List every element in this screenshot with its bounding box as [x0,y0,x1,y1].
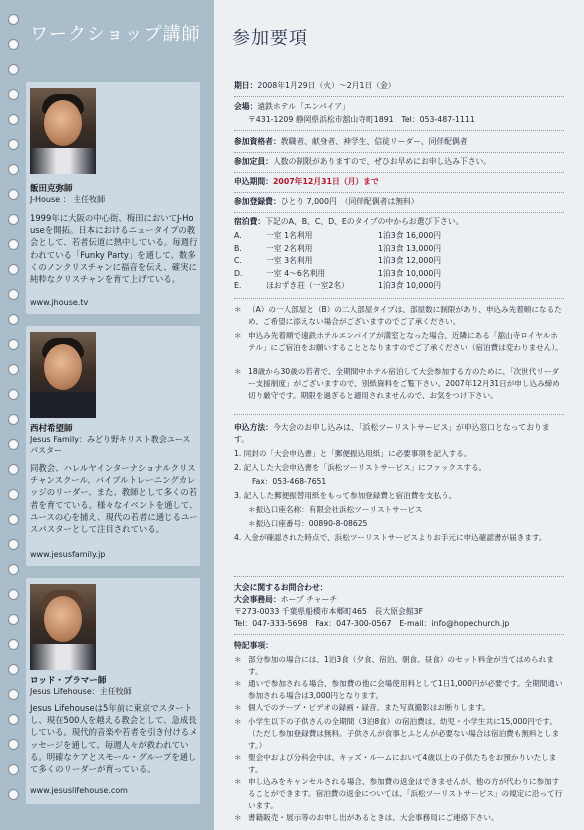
date-row: 期日：2008年1月29日（火）～2月1日（金） [234,81,396,90]
binding-ring [8,164,19,175]
binding-ring [8,639,19,650]
flyer-page: ワークショップ講師 参加要項 飯田克弥師 J-House ： 主任牧師 1999年に大阪の中心街、梅田においてJ-Houseを開拓。日本におけるニュータイプの教会として、若者伝道に熱中している。毎週行われている「Funky Party」を通して、数多くのノンクリスチャンに福音を伝え、確実に純粋なクリスチャンを育て上げている。 www.jhouse.tv 西村希望師 Jesus Family：みどり野キリスト教会ユースパスター 同教会、ハレルヤインターナショナルクリスチャンスクール、バイブルトレーニングカレッジのリーダー、また、教師として多くの若者を育てている。様々なイベントを通して、ユースの心を捕え、現代の若者に通じるユースパスターとして注目されている。 www.jesusfamily.jp ロッド・プラマー師 Jesus Lifehouse：主任牧師 Jesus Lifehouseは5年前に東京でスタートし、現在500人を越える教会として、急成長している。現代的音楽や若者を引き付けるメッセージを通して、毎週人々が救われている。明確なケアとスモール・グループを通して多くのリーダーが育っている。 www.jesuslifehouse.com 期日：2008年1月29日（火）～2月1日（金） 会場：遠鉄ホテル「エンパイア」 〒431-1209 静岡県浜松市舘山寺町1891 Tel：053-487-1111 参加資格者：教職者、献身者、神学生、信徒リーダー、同伴配偶者 参加定員：人数の制限がありますので、ぜひお早めにお申し込み下さい。 申込期間：2007年12月31日（月）まで 参加登録費：ひとり 7,000円 （同伴配偶者は無料） 宿泊費：下記のA、B、C、D、Eのタイプの中からお選び下さい。 A. 一室 1名利用 1泊3食 16,000円 B. 一室 2名利用 1泊3食 13,000円 C. 一室 3名利用 1泊3食 12,000円 D. 一室 4～6名利用 1泊3食 10,000円 E. ほおずき荘（一室2名） 1泊3食 10,000円 ＊ （A）の一人部屋と（B）の二人部屋タイプは、部屋数に制限があり、申込み先着順になるため、ご希望に添えない場合がございますのでご了承ください。 ＊ 申込み先着順で遠鉄ホテルエンパイアが満室となった場合、近隣にある「舘山寺ロイヤルホテル」にご宿泊をお願いすることとなりますのでご了承ください（宿泊費は変わりません）。 ＊ 18歳から30歳の若者で、全期間中ホテル宿泊して大会参加する方のために、「次世代リーダー支援制度」がございますので、別紙資料をご覧下さい。2007年12月31日が申し込み締め切り厳守です。期限を過ぎると適用されませんので、お気をつけ下さい。 申込方法：今大会のお申し込みは、「浜松ツーリストサービス」が申込窓口となっております。 1. 同封の「大会申込書」と「郵便振込用紙」に必要事項を記入する。 2. 記入した大会申込書を「浜松ツーリストサービス」にファックスする。 Fax：053-468-7651 3. 記入した郵便振替用紙をもって参加登録費と宿泊費を支払う。 ＊振込口座名称：有限会社浜松ツーリストサービス ＊振込口座番号：00890-8-08625 4. 入金が確認された時点で、浜松ツーリストサービスよりお手元に申込確認書が届きます。 大会に関するお問合わせ： 大会事務局：ホープ チャーチ 〒273-0033 千葉県船橋市本郷町465 長大原会館3F Tel：047-333-5698 Fax：047-300-0567 E-mail：info@hopechurch.jp 特記事項： ＊ 部分参加の場合には、1泊3食（夕食、宿泊、朝食、昼食）のセット料金が当てはめられます。 ＊ 通いで参加される場合、参加費の他に会場使用料として1日1,000円が必要です。全期間通い参加される場合は3,000円となります。 ＊ 個人でのテープ・ビデオの録画・録音、また写真撮影はお断りします。 ＊ 小学生以下の子供さんの全期間（3泊8食）の宿泊費は、幼児・小学生共に15,000円です。（ただし参加登録費は無料。子供さんが食事とふとんが必要ない場合は宿泊費も無料とします。） ＊ 聖会中および分科会中は、キッズ・ルームにおいて4歳以上の子供たちをお預かりいたします。 ＊ 申し込みをキャンセルされる場合、参加費の返金はできませんが、他の方が代わりに参加することができます。宿泊費の返金については、「浜松ツーリストサービス」の規定に沿って行います。 ＊ 書籍販売・展示等のお申し出があるときは、大会事務局にご連絡下さい。 [0,0,584,830]
spiral-binding [8,14,22,814]
lodging-room: ほおずき荘（一室2名） [266,281,349,291]
binding-ring [8,64,19,75]
speaker-url-2[interactable]: www.jesusfamily.jp [30,550,106,559]
apply-step: 3. 記入した郵便振替用紙をもって参加登録費と宿泊費を支払う。 [234,491,457,500]
speaker-org-2: Jesus Family：みどり野キリスト教会ユースパスター [30,435,191,455]
binding-ring [8,214,19,225]
lodging-type: D. [234,268,243,278]
binding-ring [8,414,19,425]
lodging-room: 一室 2名利用 [266,243,313,253]
speaker-bio-2: 同教会、ハレルヤインターナショナルクリスチャンスクール、バイブルトレーニングカレッジのリーダー、また、教師として多くの若者を育てている。様々なイベントを通して、ユースの心を捕え、現代の若者に通じるユースパスターとして注目されている。 [30,463,198,535]
binding-ring [8,589,19,600]
lodging-option [234,255,554,267]
lodging-option [234,268,554,280]
binding-ring [8,389,19,400]
speaker-org-1: J-House ： 主任牧師 [30,195,106,204]
binding-ring [8,514,19,525]
apply-step: ＊振込口座名称：有限会社浜松ツーリストサービス [248,505,423,514]
apply-step: ＊振込口座番号：00890-8-08625 [248,519,368,528]
speaker-card-3 [26,578,200,804]
speaker-org-3: Jesus Lifehouse：主任牧師 [30,687,132,696]
binding-ring [8,364,19,375]
venue-address: 〒431-1209 静岡県浜松市舘山寺町1891 Tel：053-487-1111 [248,115,475,124]
lodging-row: 宿泊費：下記のA、B、C、D、Eのタイプの中からお選び下さい。 [234,217,464,226]
lodging-type: E. [234,281,242,291]
contact-title: 大会に関するお問合わせ： [234,583,328,592]
lodging-price: 1泊3食 10,000円 [378,268,442,278]
deadline-row: 申込期間：2007年12月31日（月）まで [234,177,379,186]
binding-ring [8,489,19,500]
lodging-room: 一室 3名利用 [266,256,313,266]
apply-step: 1. 同封の「大会申込書」と「郵便振込用紙」に必要事項を記入する。 [234,449,472,458]
speaker-photo-3 [30,584,96,670]
lodging-type: B. [234,243,242,253]
speaker-name-1: 飯田克弥師 [30,184,73,194]
binding-ring [8,264,19,275]
speaker-card-1 [26,82,200,314]
binding-ring [8,739,19,750]
speakers-title: ワークショップ講師 [30,24,201,45]
binding-ring [8,314,19,325]
binding-ring [8,789,19,800]
binding-ring [8,39,19,50]
special-title: 特記事項： [234,641,273,650]
info-title: 参加要項 [232,28,308,49]
speaker-photo-1 [30,88,96,174]
lodging-price: 1泊3食 10,000円 [378,281,442,291]
lodging-price: 1泊3食 12,000円 [378,256,442,266]
speaker-name-2: 西村希望師 [30,424,73,434]
speaker-card-2 [26,326,200,566]
speaker-bio-3: Jesus Lifehouseは5年前に東京でスタートし、現在500人を越える教会として、急成長している。現代的音楽や若者を引き付けるメッセージを通して、毎週人々が救われている。明確なケアとスモール・グループを通して多くのリーダーが育っている。 [30,703,198,775]
lodging-price: 1泊3食 16,000円 [378,231,442,240]
lodging-option [234,280,554,292]
binding-ring [8,764,19,775]
speaker-url-1[interactable]: www.jhouse.tv [30,298,89,307]
contact-phone[interactable]: Tel：047-333-5698 Fax：047-300-0567 E-mail：info@hopechurch.jp [234,619,510,628]
qualification-row: 参加資格者：教職者、献身者、神学生、信徒リーダー、同伴配偶者 [234,137,468,146]
lodging-option [234,230,554,242]
apply-step: 4. 入金が確認された時点で、浜松ツーリストサービスよりお手元に申込確認書が届きます。 [234,533,547,542]
lodging-room: 一室 1名利用 [266,231,313,240]
speaker-bio-1: 1999年に大阪の中心街、梅田においてJ-Houseを開拓。日本におけるニュータイプの教会として、若者伝道に熱中している。毎週行われている「Funky Party」を通して、数多くのノンクリスチャンに福音を伝え、確実に純粋なクリスチャンを育て上げている。 [30,213,198,285]
capacity-row: 参加定員：人数の制限がありますので、ぜひお早めにお申し込み下さい。 [234,157,492,166]
lodging-type: C. [234,256,242,266]
binding-ring [8,564,19,575]
fee-row: 参加登録費：ひとり 7,000円 （同伴配偶者は無料） [234,197,419,206]
binding-ring [8,139,19,150]
apply-step: 2. 記入した大会申込書を「浜松ツーリストサービス」にファックスする。 [234,463,487,472]
binding-ring [8,689,19,700]
lodging-option [234,243,554,255]
binding-ring [8,714,19,725]
venue-row: 会場：遠鉄ホテル「エンパイア」 [234,102,350,111]
binding-ring [8,289,19,300]
binding-ring [8,614,19,625]
apply-step: Fax：053-468-7651 [252,477,327,486]
contact-office: 大会事務局：ホープ チャーチ [234,595,338,604]
binding-ring [8,239,19,250]
binding-ring [8,464,19,475]
lodging-type: A. [234,231,242,240]
contact-address: 〒273-0033 千葉県船橋市本郷町465 長大原会館3F [234,607,424,616]
speaker-url-3[interactable]: www.jesuslifehouse.com [30,786,128,795]
binding-ring [8,439,19,450]
binding-ring [8,89,19,100]
speaker-name-3: ロッド・プラマー師 [30,676,107,686]
lodging-table [234,230,554,294]
binding-ring [8,339,19,350]
binding-ring [8,539,19,550]
binding-ring [8,189,19,200]
binding-ring [8,114,19,125]
lodging-room: 一室 4～6名利用 [266,268,326,278]
apply-row: 申込方法：今大会のお申し込みは、「浜松ツーリストサービス」が申込窓口となっております。 [234,423,550,445]
binding-ring [8,664,19,675]
binding-ring [8,14,19,25]
speaker-photo-2 [30,332,96,418]
lodging-price: 1泊3食 13,000円 [378,243,442,253]
